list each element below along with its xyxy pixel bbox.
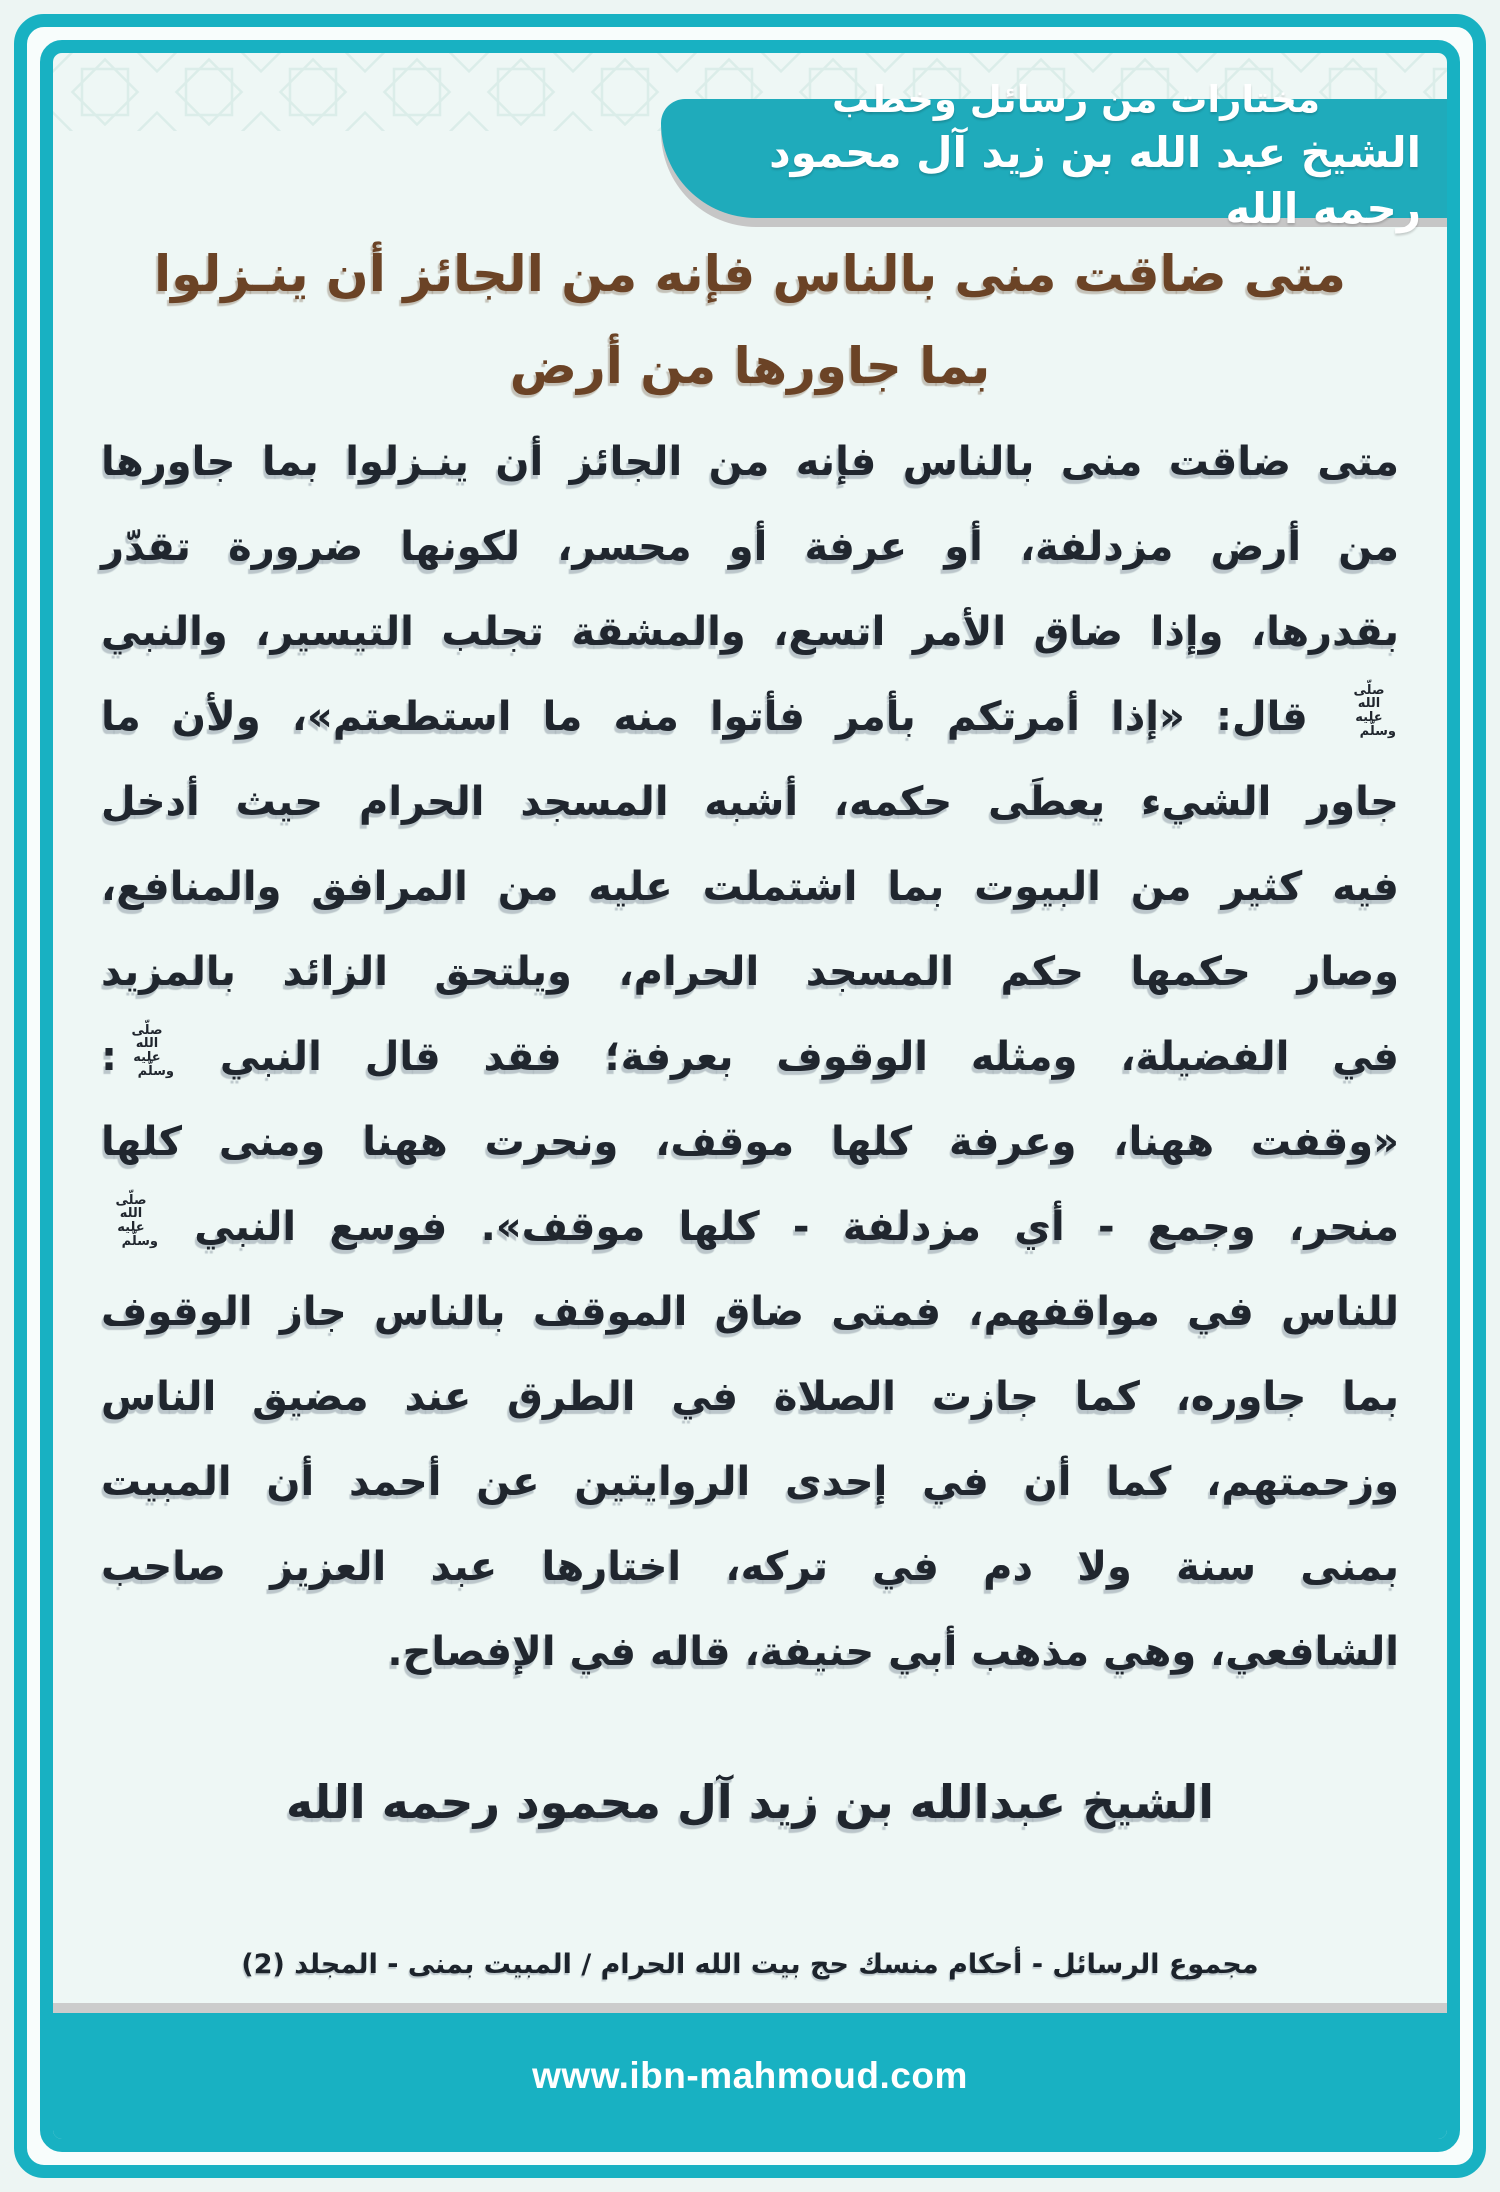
header-series-title: مختارات من رسائل وخطب [832, 77, 1320, 121]
pbuh-calligraphy-icon: صلّى الله عليه وسلّم [131, 1022, 174, 1079]
page-title [93, 228, 1407, 412]
body-line: للناس في مواقفهم، فمتى ضاق الموقف بالناس جاز الوقوف [101, 1289, 1399, 1335]
header-banner [661, 77, 1447, 233]
body-line: الشافعي، وهي مذهب أبي حنيفة، قاله في الإفصاح. [387, 1629, 1399, 1675]
body-text [101, 420, 1399, 1695]
body-line: فيه كثير من البيوت بما اشتملت عليه من المرافق والمنافع، [101, 864, 1399, 910]
pbuh-calligraphy-icon: صلّى الله عليه وسلّم [1353, 682, 1396, 739]
body-line: بقدرها، وإذا ضاق الأمر اتسع، والمشقة تجلب التيسير، والنبي [101, 609, 1399, 655]
body-line: بما جاوره، كما جازت الصلاة في الطرق عند مضيق الناس [101, 1374, 1399, 1420]
body-line: صلّى الله عليه وسلّم قال: «إذا أمرتكم بأمر فأتوا منه ما استطعتم»، ولأن ما [101, 682, 1396, 740]
body-line: من أرض مزدلفة، أو عرفة أو محسر، لكونها ضرورة تقدّر [101, 524, 1399, 570]
body-line: «وقفت ههنا، وعرفة كلها موقف، ونحرت ههنا ومنى كلها [101, 1119, 1399, 1165]
footer-shadow-strip [53, 2003, 1447, 2013]
page-title-line1: متى ضاقت منى بالناس فإنه من الجائز أن ينـزلوا [153, 245, 1347, 303]
body-line: بمنى سنة ولا دم في تركه، اختارها عبد العزيز صاحب [101, 1544, 1399, 1590]
body-line: منحر، وجمع - أي مزدلفة - كلها موقف». فوسع النبي صلّى الله عليه وسلّم [101, 1185, 1399, 1270]
source-reference: مجموع الرسائل - أحكام منسك حج بيت الله الحرام / المبيت بمنى - المجلد (2) [241, 1949, 1259, 1980]
header-author-name: الشيخ عبد الله بن زيد آل محمود رحمه الله [769, 127, 1421, 233]
body-line: متى ضاقت منى بالناس فإنه من الجائز أن ينـزلوا بما جاورها [101, 439, 1399, 485]
body-line: في الفضيلة، ومثله الوقوف بعرفة؛ فقد قال النبي صلّى الله عليه وسلّم: [101, 1022, 1399, 1080]
inner-border-frame [40, 40, 1460, 2152]
body-line: وصار حكمها حكم المسجد الحرام، ويلتحق الزائد بالمزيد [101, 949, 1399, 995]
website-url: www.ibn-mahmoud.com [532, 2055, 968, 2096]
body-line: وزحمتهم، كما أن في إحدى الروايتين عن أحمد أن المبيت [101, 1459, 1399, 1505]
pbuh-calligraphy-icon: صلّى الله عليه وسلّم [115, 1192, 158, 1249]
body-line: جاور الشيء يعطَى حكمه، أشبه المسجد الحرام حيث أدخل [101, 779, 1399, 825]
page-title-line2: بما جاورها من أرض [509, 337, 991, 395]
signature-line: الشيخ عبدالله بن زيد آل محمود رحمه الله [285, 1775, 1215, 1829]
footer-band [53, 2013, 1447, 2139]
